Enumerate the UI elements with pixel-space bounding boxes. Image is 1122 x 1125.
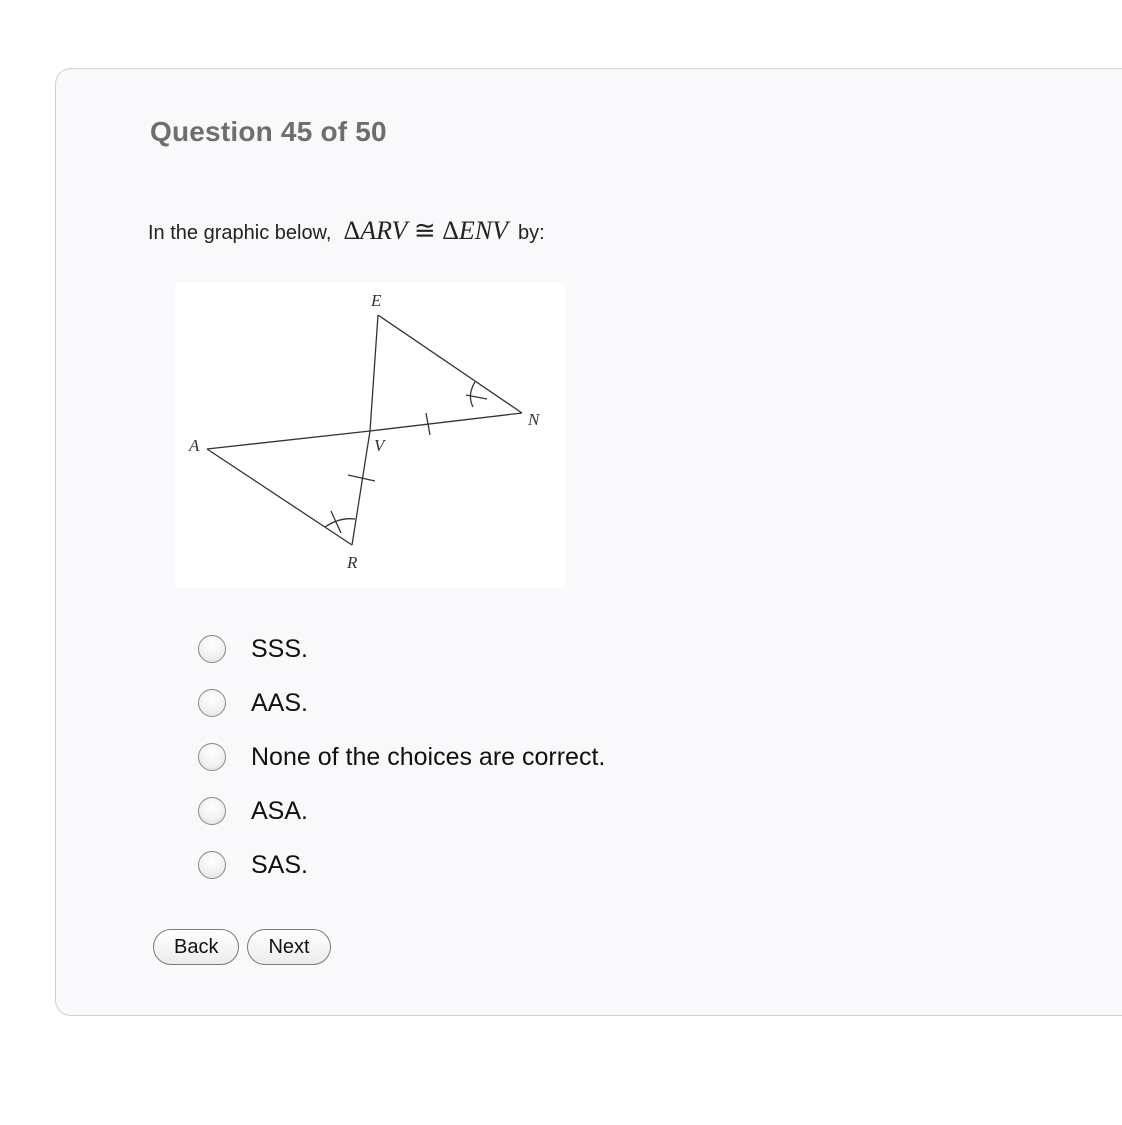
choice-sss[interactable] [198,622,605,676]
answer-choices [198,622,605,892]
vertex-label-a: A [189,436,200,455]
choice-none[interactable] [198,730,605,784]
segment-rv [352,431,370,545]
choice-asa[interactable] [198,784,605,838]
segment-ar [207,449,352,545]
back-button[interactable]: Back [153,929,239,965]
vertex-label-n: N [528,410,540,429]
tick-mark-vr [348,475,375,481]
choice-label: None of the choices are correct. [251,742,606,771]
congruent-symbol: ≅ [413,216,436,245]
triangle-arv: ARV [360,216,408,245]
next-button[interactable]: Next [247,929,330,965]
question-prompt [148,216,545,246]
triangle-diagram [175,283,565,588]
choice-aas[interactable] [198,676,605,730]
angle-tick-n [466,395,487,399]
delta-symbol: Δ [442,216,459,245]
segment-vn [370,413,522,431]
segment-av [207,431,370,449]
congruence-statement [343,216,508,246]
vertex-label-r: R [347,553,358,572]
choice-label: AAS. [251,688,308,717]
radio-button[interactable] [198,635,226,663]
navigation-buttons [153,929,331,965]
radio-button[interactable] [198,689,226,717]
choice-sas[interactable] [198,838,605,892]
prompt-prefix: In the graphic below, [148,222,332,244]
segment-ev [370,315,378,431]
vertex-label-v: V [374,436,385,455]
choice-label: SAS. [251,850,308,879]
segment-en [378,315,522,413]
radio-button[interactable] [198,797,226,825]
angle-arc-n [470,382,475,407]
prompt-suffix: by: [518,222,545,244]
radio-button[interactable] [198,851,226,879]
vertex-label-e: E [371,291,382,310]
radio-button[interactable] [198,743,226,771]
choice-label: SSS. [251,634,308,663]
question-title: Question 45 of 50 [150,116,387,147]
angle-arc-r [325,519,355,527]
triangle-env: ENV [458,216,509,245]
delta-symbol: Δ [343,216,361,245]
triangle-figure [175,283,565,588]
angle-tick-r [331,511,341,533]
choice-label: ASA. [251,796,308,825]
